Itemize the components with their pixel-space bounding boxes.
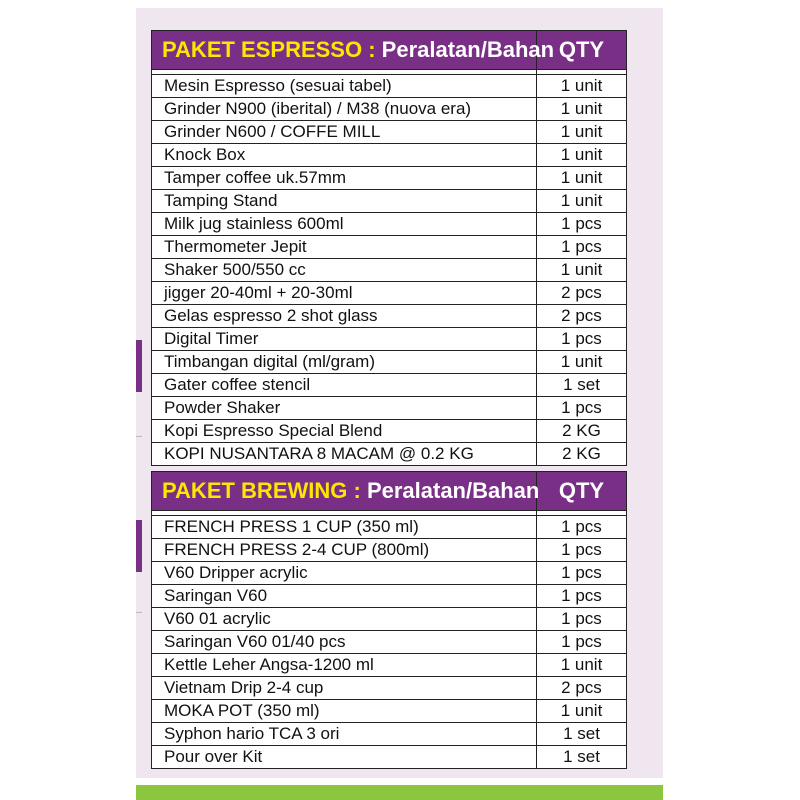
table-header [152, 472, 627, 511]
item-name: Grinder N600 / COFFE MILL [152, 121, 537, 144]
left-divider [136, 612, 142, 613]
column-label: Peralatan/Bahan [366, 478, 540, 503]
item-qty: 1 unit [537, 98, 627, 121]
item-qty: 1 pcs [537, 397, 627, 420]
table-title [152, 31, 555, 70]
item-qty: 1 unit [537, 654, 627, 677]
table-row [152, 562, 627, 585]
item-name: Kettle Leher Angsa-1200 ml [152, 654, 537, 677]
item-qty: 1 pcs [537, 631, 627, 654]
table-row [152, 167, 627, 190]
item-name: KOPI NUSANTARA 8 MACAM @ 0.2 KG [152, 443, 537, 466]
item-qty: 2 pcs [537, 677, 627, 700]
item-qty: 1 unit [537, 351, 627, 374]
item-name: Milk jug stainless 600ml [152, 213, 537, 236]
table-row [152, 121, 627, 144]
item-qty: 1 pcs [537, 516, 627, 539]
table-row [152, 328, 627, 351]
item-qty: 1 pcs [537, 213, 627, 236]
table-row [152, 259, 627, 282]
item-name: Powder Shaker [152, 397, 537, 420]
item-name: Shaker 500/550 cc [152, 259, 537, 282]
brewing-package-table [151, 471, 627, 769]
table-row [152, 144, 627, 167]
table-row [152, 397, 627, 420]
item-name: Syphon hario TCA 3 ori [152, 723, 537, 746]
table-row [152, 585, 627, 608]
item-name: Grinder N900 (iberital) / M38 (nuova era) [152, 98, 537, 121]
item-name: MOKA POT (350 ml) [152, 700, 537, 723]
footer-green-bar [136, 785, 663, 800]
table-row [152, 374, 627, 397]
table-row [152, 351, 627, 374]
item-qty: 2 KG [537, 443, 627, 466]
item-name: V60 01 acrylic [152, 608, 537, 631]
table-row [152, 700, 627, 723]
table-row [152, 443, 627, 466]
item-qty: 1 pcs [537, 585, 627, 608]
item-qty: 1 unit [537, 75, 627, 98]
item-name: FRENCH PRESS 1 CUP (350 ml) [152, 516, 537, 539]
item-name: Pour over Kit [152, 746, 537, 769]
table-row [152, 213, 627, 236]
item-name: Kopi Espresso Special Blend [152, 420, 537, 443]
left-divider [136, 436, 142, 437]
item-qty: 1 set [537, 746, 627, 769]
item-name: Saringan V60 01/40 pcs [152, 631, 537, 654]
table-row [152, 654, 627, 677]
table-row [152, 608, 627, 631]
item-name: jigger 20-40ml + 20-30ml [152, 282, 537, 305]
item-name: Knock Box [152, 144, 537, 167]
item-qty: 2 pcs [537, 305, 627, 328]
table-row [152, 236, 627, 259]
left-accent-tab [136, 520, 142, 572]
item-qty: 1 unit [537, 700, 627, 723]
item-qty: 1 set [537, 723, 627, 746]
table-row [152, 305, 627, 328]
item-qty: 1 pcs [537, 236, 627, 259]
table-row [152, 75, 627, 98]
item-qty: 1 unit [537, 121, 627, 144]
item-qty: 1 pcs [537, 539, 627, 562]
item-name: Vietnam Drip 2-4 cup [152, 677, 537, 700]
column-label: Peralatan/Bahan [381, 37, 555, 62]
item-name: Timbangan digital (ml/gram) [152, 351, 537, 374]
qty-header: QTY [537, 31, 627, 70]
item-qty: 1 unit [537, 190, 627, 213]
item-name: Gater coffee stencil [152, 374, 537, 397]
item-name: Tamping Stand [152, 190, 537, 213]
item-qty: 1 unit [537, 167, 627, 190]
table-row [152, 746, 627, 769]
item-name: Mesin Espresso (sesuai tabel) [152, 75, 537, 98]
table-title [152, 472, 540, 511]
item-qty: 1 set [537, 374, 627, 397]
espresso-package-table [151, 30, 627, 466]
item-name: Thermometer Jepit [152, 236, 537, 259]
table-header [152, 31, 627, 70]
item-qty: 1 pcs [537, 608, 627, 631]
item-qty: 1 pcs [537, 562, 627, 585]
table-row [152, 516, 627, 539]
table-row [152, 631, 627, 654]
item-name: Tamper coffee uk.57mm [152, 167, 537, 190]
table-row [152, 677, 627, 700]
item-qty: 2 KG [537, 420, 627, 443]
table-row [152, 420, 627, 443]
table-row [152, 539, 627, 562]
table-row [152, 723, 627, 746]
item-name: V60 Dripper acrylic [152, 562, 537, 585]
item-qty: 2 pcs [537, 282, 627, 305]
item-name: FRENCH PRESS 2-4 CUP (800ml) [152, 539, 537, 562]
table-row [152, 98, 627, 121]
item-qty: 1 unit [537, 259, 627, 282]
item-name: Gelas espresso 2 shot glass [152, 305, 537, 328]
item-name: Saringan V60 [152, 585, 537, 608]
item-name: Digital Timer [152, 328, 537, 351]
package-name: PAKET ESPRESSO : [162, 37, 376, 62]
item-qty: 1 unit [537, 144, 627, 167]
left-accent-tab [136, 340, 142, 392]
qty-header: QTY [537, 472, 627, 511]
package-name: PAKET BREWING : [162, 478, 361, 503]
item-qty: 1 pcs [537, 328, 627, 351]
table-row [152, 282, 627, 305]
table-row [152, 190, 627, 213]
